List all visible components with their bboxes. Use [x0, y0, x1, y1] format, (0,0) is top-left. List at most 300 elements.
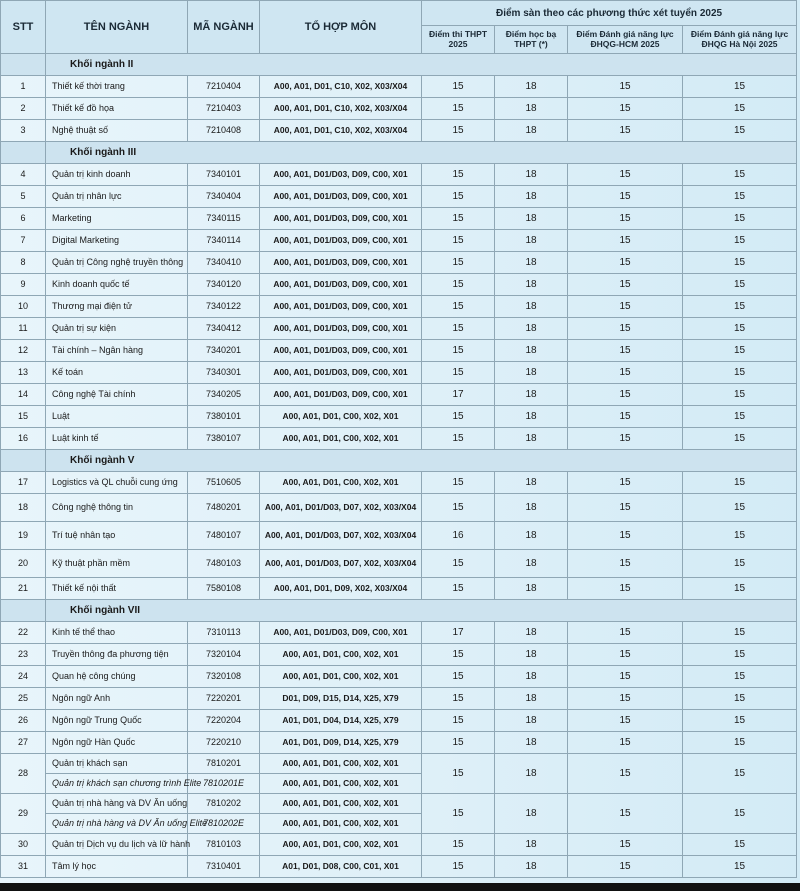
- hanoi-aptitude-score: 15: [683, 644, 797, 666]
- program-code: 7380107: [188, 428, 260, 450]
- table-row: [1, 164, 797, 186]
- subject-combo: A00, A01, D01/D03, D09, C00, X01: [260, 362, 422, 384]
- hcm-aptitude-score: 15: [568, 406, 683, 428]
- program-name: Luật: [46, 406, 188, 428]
- group-spacer: [1, 54, 46, 76]
- program-name: Tài chính – Ngân hàng: [46, 340, 188, 362]
- table-row: [1, 834, 797, 856]
- hcm-aptitude-score: 15: [568, 732, 683, 754]
- hanoi-aptitude-score: 15: [683, 120, 797, 142]
- row-number: 18: [1, 494, 46, 522]
- thpt-score: 15: [422, 494, 495, 522]
- program-name: Ngôn ngữ Hàn Quốc: [46, 732, 188, 754]
- transcript-score: 18: [495, 710, 568, 732]
- transcript-score: 18: [495, 76, 568, 98]
- transcript-score: 18: [495, 550, 568, 578]
- program-name: Tâm lý học: [46, 856, 188, 878]
- subject-combo: A01, D01, D09, D14, X25, X79: [260, 732, 422, 754]
- program-name: Thiết kế nội thất: [46, 578, 188, 600]
- row-number: 30: [1, 834, 46, 856]
- hcm-aptitude-score: 15: [568, 754, 683, 794]
- header-score-methods: Điểm sàn theo các phương thức xét tuyển 2025: [422, 1, 797, 26]
- row-number: 26: [1, 710, 46, 732]
- hcm-aptitude-score: 15: [568, 550, 683, 578]
- hcm-aptitude-score: 15: [568, 296, 683, 318]
- hanoi-aptitude-score: 15: [683, 494, 797, 522]
- row-number: 1: [1, 76, 46, 98]
- hanoi-aptitude-score: 15: [683, 230, 797, 252]
- hanoi-aptitude-score: 15: [683, 384, 797, 406]
- hanoi-aptitude-score: 15: [683, 406, 797, 428]
- thpt-score: 15: [422, 688, 495, 710]
- program-name: Công nghệ thông tin: [46, 494, 188, 522]
- hanoi-aptitude-score: 15: [683, 666, 797, 688]
- header-program-name: TÊN NGÀNH: [46, 1, 188, 54]
- subject-combo: A00, A01, D01, C00, X02, X01: [260, 666, 422, 688]
- subject-combo: A00, A01, D01/D03, D09, C00, X01: [260, 296, 422, 318]
- subject-combo: A00, A01, D01, C10, X02, X03/X04: [260, 120, 422, 142]
- table-row: [1, 710, 797, 732]
- program-name-elite: Quản trị khách sạn chương trình Elite: [46, 774, 188, 794]
- program-code: 7320108: [188, 666, 260, 688]
- thpt-score: 15: [422, 230, 495, 252]
- thpt-score: 15: [422, 834, 495, 856]
- transcript-score: 18: [495, 340, 568, 362]
- hanoi-aptitude-score: 15: [683, 472, 797, 494]
- hcm-aptitude-score: 15: [568, 856, 683, 878]
- hanoi-aptitude-score: 15: [683, 164, 797, 186]
- subject-combo: A00, A01, D01/D03, D09, C00, X01: [260, 274, 422, 296]
- program-code: 7340201: [188, 340, 260, 362]
- program-name: Kế toán: [46, 362, 188, 384]
- thpt-score: 15: [422, 274, 495, 296]
- hcm-aptitude-score: 15: [568, 340, 683, 362]
- transcript-score: 18: [495, 208, 568, 230]
- program-code: 7310401: [188, 856, 260, 878]
- bottom-border: [0, 883, 800, 891]
- hcm-aptitude-score: 15: [568, 494, 683, 522]
- program-code: 7480103: [188, 550, 260, 578]
- program-name: Kinh doanh quốc tế: [46, 274, 188, 296]
- row-number: 21: [1, 578, 46, 600]
- program-name: Ngôn ngữ Trung Quốc: [46, 710, 188, 732]
- program-code: 7220210: [188, 732, 260, 754]
- table-row: [1, 362, 797, 384]
- row-number: 7: [1, 230, 46, 252]
- hanoi-aptitude-score: 15: [683, 98, 797, 120]
- program-code: 7210404: [188, 76, 260, 98]
- thpt-score: 15: [422, 318, 495, 340]
- thpt-score: 15: [422, 98, 495, 120]
- subject-combo: A00, A01, D01/D03, D09, C00, X01: [260, 384, 422, 406]
- program-code: 7810202: [188, 794, 260, 814]
- thpt-score: 16: [422, 522, 495, 550]
- program-code: 7480107: [188, 522, 260, 550]
- group-label: Khối ngành VII: [46, 600, 797, 622]
- row-number: 25: [1, 688, 46, 710]
- row-number: 19: [1, 522, 46, 550]
- subject-combo: A01, D01, D08, C00, C01, X01: [260, 856, 422, 878]
- row-number: 5: [1, 186, 46, 208]
- program-code: 7580108: [188, 578, 260, 600]
- group-label: Khối ngành II: [46, 54, 797, 76]
- program-name: Quản trị kinh doanh: [46, 164, 188, 186]
- row-number: 24: [1, 666, 46, 688]
- transcript-score: 18: [495, 164, 568, 186]
- program-name: Quản trị Dịch vụ du lịch và lữ hành: [46, 834, 188, 856]
- hcm-aptitude-score: 15: [568, 208, 683, 230]
- subject-combo: A00, A01, D01, C00, X02, X01: [260, 428, 422, 450]
- hcm-aptitude-score: 15: [568, 688, 683, 710]
- row-number: 16: [1, 428, 46, 450]
- row-number: 28: [1, 754, 46, 794]
- transcript-score: 18: [495, 794, 568, 834]
- transcript-score: 18: [495, 384, 568, 406]
- transcript-score: 18: [495, 494, 568, 522]
- transcript-score: 18: [495, 230, 568, 252]
- table-row: [1, 98, 797, 120]
- thpt-score: 15: [422, 856, 495, 878]
- hcm-aptitude-score: 15: [568, 318, 683, 340]
- table-row: [1, 732, 797, 754]
- hcm-aptitude-score: 15: [568, 522, 683, 550]
- table-row: [1, 856, 797, 878]
- hcm-aptitude-score: 15: [568, 252, 683, 274]
- hcm-aptitude-score: 15: [568, 274, 683, 296]
- program-code: 7210403: [188, 98, 260, 120]
- thpt-score: 15: [422, 578, 495, 600]
- subject-combo: A00, A01, D01, C00, X02, X01: [260, 406, 422, 428]
- program-code: 7310113: [188, 622, 260, 644]
- thpt-score: 15: [422, 472, 495, 494]
- hanoi-aptitude-score: 15: [683, 362, 797, 384]
- subject-combo: A00, A01, D01/D03, D09, C00, X01: [260, 186, 422, 208]
- table-row: [1, 754, 797, 774]
- hcm-aptitude-score: 15: [568, 384, 683, 406]
- program-name: Luật kinh tế: [46, 428, 188, 450]
- transcript-score: 18: [495, 732, 568, 754]
- program-code: 7220201: [188, 688, 260, 710]
- table-row: [1, 406, 797, 428]
- hanoi-aptitude-score: 15: [683, 794, 797, 834]
- row-number: 12: [1, 340, 46, 362]
- program-code: 7340205: [188, 384, 260, 406]
- transcript-score: 18: [495, 362, 568, 384]
- program-name: Quản trị nhân lực: [46, 186, 188, 208]
- table-row: [1, 644, 797, 666]
- program-code: 7810103: [188, 834, 260, 856]
- thpt-score: 15: [422, 340, 495, 362]
- hcm-aptitude-score: 15: [568, 666, 683, 688]
- transcript-score: 18: [495, 318, 568, 340]
- group-spacer: [1, 142, 46, 164]
- row-number: 17: [1, 472, 46, 494]
- group-spacer: [1, 600, 46, 622]
- thpt-score: 15: [422, 120, 495, 142]
- thpt-score: 15: [422, 252, 495, 274]
- transcript-score: 18: [495, 98, 568, 120]
- row-number: 29: [1, 794, 46, 834]
- subject-combo: A00, A01, D01, C10, X02, X03/X04: [260, 98, 422, 120]
- transcript-score: 18: [495, 622, 568, 644]
- program-name: Thiết kế thời trang: [46, 76, 188, 98]
- subject-combo: A00, A01, D01, C00, X02, X01: [260, 472, 422, 494]
- table-row: [1, 550, 797, 578]
- table-row: [1, 494, 797, 522]
- program-name: Trí tuệ nhân tạo: [46, 522, 188, 550]
- program-code: 7510605: [188, 472, 260, 494]
- subject-combo: A00, A01, D01, C00, X02, X01: [260, 794, 422, 814]
- hanoi-aptitude-score: 15: [683, 754, 797, 794]
- table-row: [1, 186, 797, 208]
- program-code: 7480201: [188, 494, 260, 522]
- group-label: Khối ngành V: [46, 450, 797, 472]
- table-row: [1, 274, 797, 296]
- row-number: 9: [1, 274, 46, 296]
- transcript-score: 18: [495, 252, 568, 274]
- program-name: Quản trị sự kiện: [46, 318, 188, 340]
- row-number: 20: [1, 550, 46, 578]
- subject-combo: A00, A01, D01/D03, D07, X02, X03/X04: [260, 494, 422, 522]
- row-number: 14: [1, 384, 46, 406]
- program-name: Kỹ thuật phần mềm: [46, 550, 188, 578]
- thpt-score: 15: [422, 754, 495, 794]
- program-name: Quản trị khách sạn: [46, 754, 188, 774]
- header-thpt-score: Điểm thi THPT 2025: [422, 26, 495, 54]
- transcript-score: 18: [495, 688, 568, 710]
- thpt-score: 15: [422, 296, 495, 318]
- group-label: Khối ngành III: [46, 142, 797, 164]
- row-number: 2: [1, 98, 46, 120]
- thpt-score: 17: [422, 384, 495, 406]
- hanoi-aptitude-score: 15: [683, 318, 797, 340]
- header-transcript-score: Điểm học bạ THPT (*): [495, 26, 568, 54]
- row-number: 22: [1, 622, 46, 644]
- program-code-elite: 7810202E: [188, 814, 260, 834]
- row-number: 15: [1, 406, 46, 428]
- subject-combo: A00, A01, D01/D03, D07, X02, X03/X04: [260, 522, 422, 550]
- subject-combo: A00, A01, D01, C00, X02, X01: [260, 754, 422, 774]
- program-name: Kinh tế thể thao: [46, 622, 188, 644]
- row-number: 8: [1, 252, 46, 274]
- program-name: Nghệ thuật số: [46, 120, 188, 142]
- transcript-score: 18: [495, 754, 568, 794]
- program-name: Truyền thông đa phương tiện: [46, 644, 188, 666]
- transcript-score: 18: [495, 406, 568, 428]
- hanoi-aptitude-score: 15: [683, 710, 797, 732]
- subject-combo-elite: A00, A01, D01, C00, X02, X01: [260, 814, 422, 834]
- hanoi-aptitude-score: 15: [683, 622, 797, 644]
- table-row: [1, 666, 797, 688]
- table-row: [1, 522, 797, 550]
- transcript-score: 18: [495, 428, 568, 450]
- program-name: Marketing: [46, 208, 188, 230]
- program-code: 7340404: [188, 186, 260, 208]
- row-number: 11: [1, 318, 46, 340]
- hanoi-aptitude-score: 15: [683, 208, 797, 230]
- transcript-score: 18: [495, 834, 568, 856]
- subject-combo-elite: A00, A01, D01, C00, X02, X01: [260, 774, 422, 794]
- hanoi-aptitude-score: 15: [683, 186, 797, 208]
- hanoi-aptitude-score: 15: [683, 732, 797, 754]
- program-name-elite: Quản trị nhà hàng và DV Ăn uống Elite: [46, 814, 188, 834]
- row-number: 3: [1, 120, 46, 142]
- program-code: 7340120: [188, 274, 260, 296]
- thpt-score: 15: [422, 186, 495, 208]
- hcm-aptitude-score: 15: [568, 428, 683, 450]
- subject-combo: A00, A01, D01/D03, D09, C00, X01: [260, 164, 422, 186]
- thpt-score: 15: [422, 710, 495, 732]
- table-row: [1, 794, 797, 814]
- hcm-aptitude-score: 15: [568, 76, 683, 98]
- subject-combo: A00, A01, D01/D03, D09, C00, X01: [260, 230, 422, 252]
- subject-combo: A00, A01, D01/D03, D07, X02, X03/X04: [260, 550, 422, 578]
- program-name: Công nghệ Tài chính: [46, 384, 188, 406]
- program-code: 7340412: [188, 318, 260, 340]
- transcript-score: 18: [495, 296, 568, 318]
- table-row: [1, 578, 797, 600]
- subject-combo: A00, A01, D01/D03, D09, C00, X01: [260, 208, 422, 230]
- program-code: 7810201: [188, 754, 260, 774]
- table-row: [1, 252, 797, 274]
- transcript-score: 18: [495, 644, 568, 666]
- hanoi-aptitude-score: 15: [683, 550, 797, 578]
- group-row: [1, 600, 797, 622]
- program-name: Thiết kế đồ họa: [46, 98, 188, 120]
- row-number: 6: [1, 208, 46, 230]
- table-row: [1, 230, 797, 252]
- table-row: [1, 428, 797, 450]
- transcript-score: 18: [495, 472, 568, 494]
- hanoi-aptitude-score: 15: [683, 428, 797, 450]
- hcm-aptitude-score: 15: [568, 578, 683, 600]
- transcript-score: 18: [495, 522, 568, 550]
- hcm-aptitude-score: 15: [568, 622, 683, 644]
- hanoi-aptitude-score: 15: [683, 274, 797, 296]
- subject-combo: A01, D01, D04, D14, X25, X79: [260, 710, 422, 732]
- program-name: Thương mại điện tử: [46, 296, 188, 318]
- hcm-aptitude-score: 15: [568, 794, 683, 834]
- hanoi-aptitude-score: 15: [683, 522, 797, 550]
- program-name: Digital Marketing: [46, 230, 188, 252]
- table-row: [1, 76, 797, 98]
- hcm-aptitude-score: 15: [568, 710, 683, 732]
- table-row: [1, 472, 797, 494]
- program-name: Quản trị Công nghệ truyền thông: [46, 252, 188, 274]
- hcm-aptitude-score: 15: [568, 834, 683, 856]
- hanoi-aptitude-score: 15: [683, 834, 797, 856]
- row-number: 23: [1, 644, 46, 666]
- program-code-elite: 7810201E: [188, 774, 260, 794]
- hcm-aptitude-score: 15: [568, 186, 683, 208]
- hcm-aptitude-score: 15: [568, 98, 683, 120]
- subject-combo: D01, D09, D15, D14, X25, X79: [260, 688, 422, 710]
- thpt-score: 15: [422, 794, 495, 834]
- thpt-score: 15: [422, 666, 495, 688]
- subject-combo: A00, A01, D01/D03, D09, C00, X01: [260, 252, 422, 274]
- group-spacer: [1, 450, 46, 472]
- subject-combo: A00, A01, D01/D03, D09, C00, X01: [260, 622, 422, 644]
- table-row: [1, 340, 797, 362]
- table-row: [1, 688, 797, 710]
- thpt-score: 15: [422, 644, 495, 666]
- subject-combo: A00, A01, D01/D03, D09, C00, X01: [260, 318, 422, 340]
- program-name: Quản trị nhà hàng và DV Ăn uống: [46, 794, 188, 814]
- program-code: 7340122: [188, 296, 260, 318]
- hanoi-aptitude-score: 15: [683, 578, 797, 600]
- transcript-score: 18: [495, 186, 568, 208]
- hcm-aptitude-score: 15: [568, 230, 683, 252]
- subject-combo: A00, A01, D01/D03, D09, C00, X01: [260, 340, 422, 362]
- subject-combo: A00, A01, D01, C00, X02, X01: [260, 834, 422, 856]
- table-row: [1, 296, 797, 318]
- thpt-score: 15: [422, 428, 495, 450]
- subject-combo: A00, A01, D01, C00, X02, X01: [260, 644, 422, 666]
- hcm-aptitude-score: 15: [568, 120, 683, 142]
- header-program-code: MÃ NGÀNH: [188, 1, 260, 54]
- header-stt: STT: [1, 1, 46, 54]
- table-row: [1, 318, 797, 340]
- table-row: [1, 622, 797, 644]
- transcript-score: 18: [495, 120, 568, 142]
- group-row: [1, 142, 797, 164]
- row-number: 4: [1, 164, 46, 186]
- header-hanoi-aptitude: Điểm Đánh giá năng lực ĐHQG Hà Nội 2025: [683, 26, 797, 54]
- program-code: 7380101: [188, 406, 260, 428]
- header-hcm-aptitude: Điểm Đánh giá năng lực ĐHQG-HCM 2025: [568, 26, 683, 54]
- table-row: [1, 208, 797, 230]
- hcm-aptitude-score: 15: [568, 472, 683, 494]
- hanoi-aptitude-score: 15: [683, 252, 797, 274]
- subject-combo: A00, A01, D01, C10, X02, X03/X04: [260, 76, 422, 98]
- program-name: Quan hệ công chúng: [46, 666, 188, 688]
- program-code: 7340301: [188, 362, 260, 384]
- thpt-score: 15: [422, 550, 495, 578]
- thpt-score: 15: [422, 406, 495, 428]
- transcript-score: 18: [495, 578, 568, 600]
- hanoi-aptitude-score: 15: [683, 296, 797, 318]
- thpt-score: 15: [422, 732, 495, 754]
- program-code: 7340410: [188, 252, 260, 274]
- thpt-score: 17: [422, 622, 495, 644]
- table-row: [1, 120, 797, 142]
- row-number: 27: [1, 732, 46, 754]
- hcm-aptitude-score: 15: [568, 644, 683, 666]
- transcript-score: 18: [495, 274, 568, 296]
- program-code: 7320104: [188, 644, 260, 666]
- thpt-score: 15: [422, 362, 495, 384]
- program-code: 7220204: [188, 710, 260, 732]
- thpt-score: 15: [422, 208, 495, 230]
- row-number: 13: [1, 362, 46, 384]
- subject-combo: A00, A01, D01, D09, X02, X03/X04: [260, 578, 422, 600]
- program-name: Logistics và QL chuỗi cung ứng: [46, 472, 188, 494]
- row-number: 10: [1, 296, 46, 318]
- hcm-aptitude-score: 15: [568, 164, 683, 186]
- table-row: [1, 384, 797, 406]
- thpt-score: 15: [422, 76, 495, 98]
- hanoi-aptitude-score: 15: [683, 76, 797, 98]
- group-row: [1, 54, 797, 76]
- transcript-score: 18: [495, 666, 568, 688]
- group-row: [1, 450, 797, 472]
- thpt-score: 15: [422, 164, 495, 186]
- program-code: 7210408: [188, 120, 260, 142]
- header-subject-combo: TỔ HỢP MÔN: [260, 1, 422, 54]
- hanoi-aptitude-score: 15: [683, 856, 797, 878]
- program-code: 7340114: [188, 230, 260, 252]
- hcm-aptitude-score: 15: [568, 362, 683, 384]
